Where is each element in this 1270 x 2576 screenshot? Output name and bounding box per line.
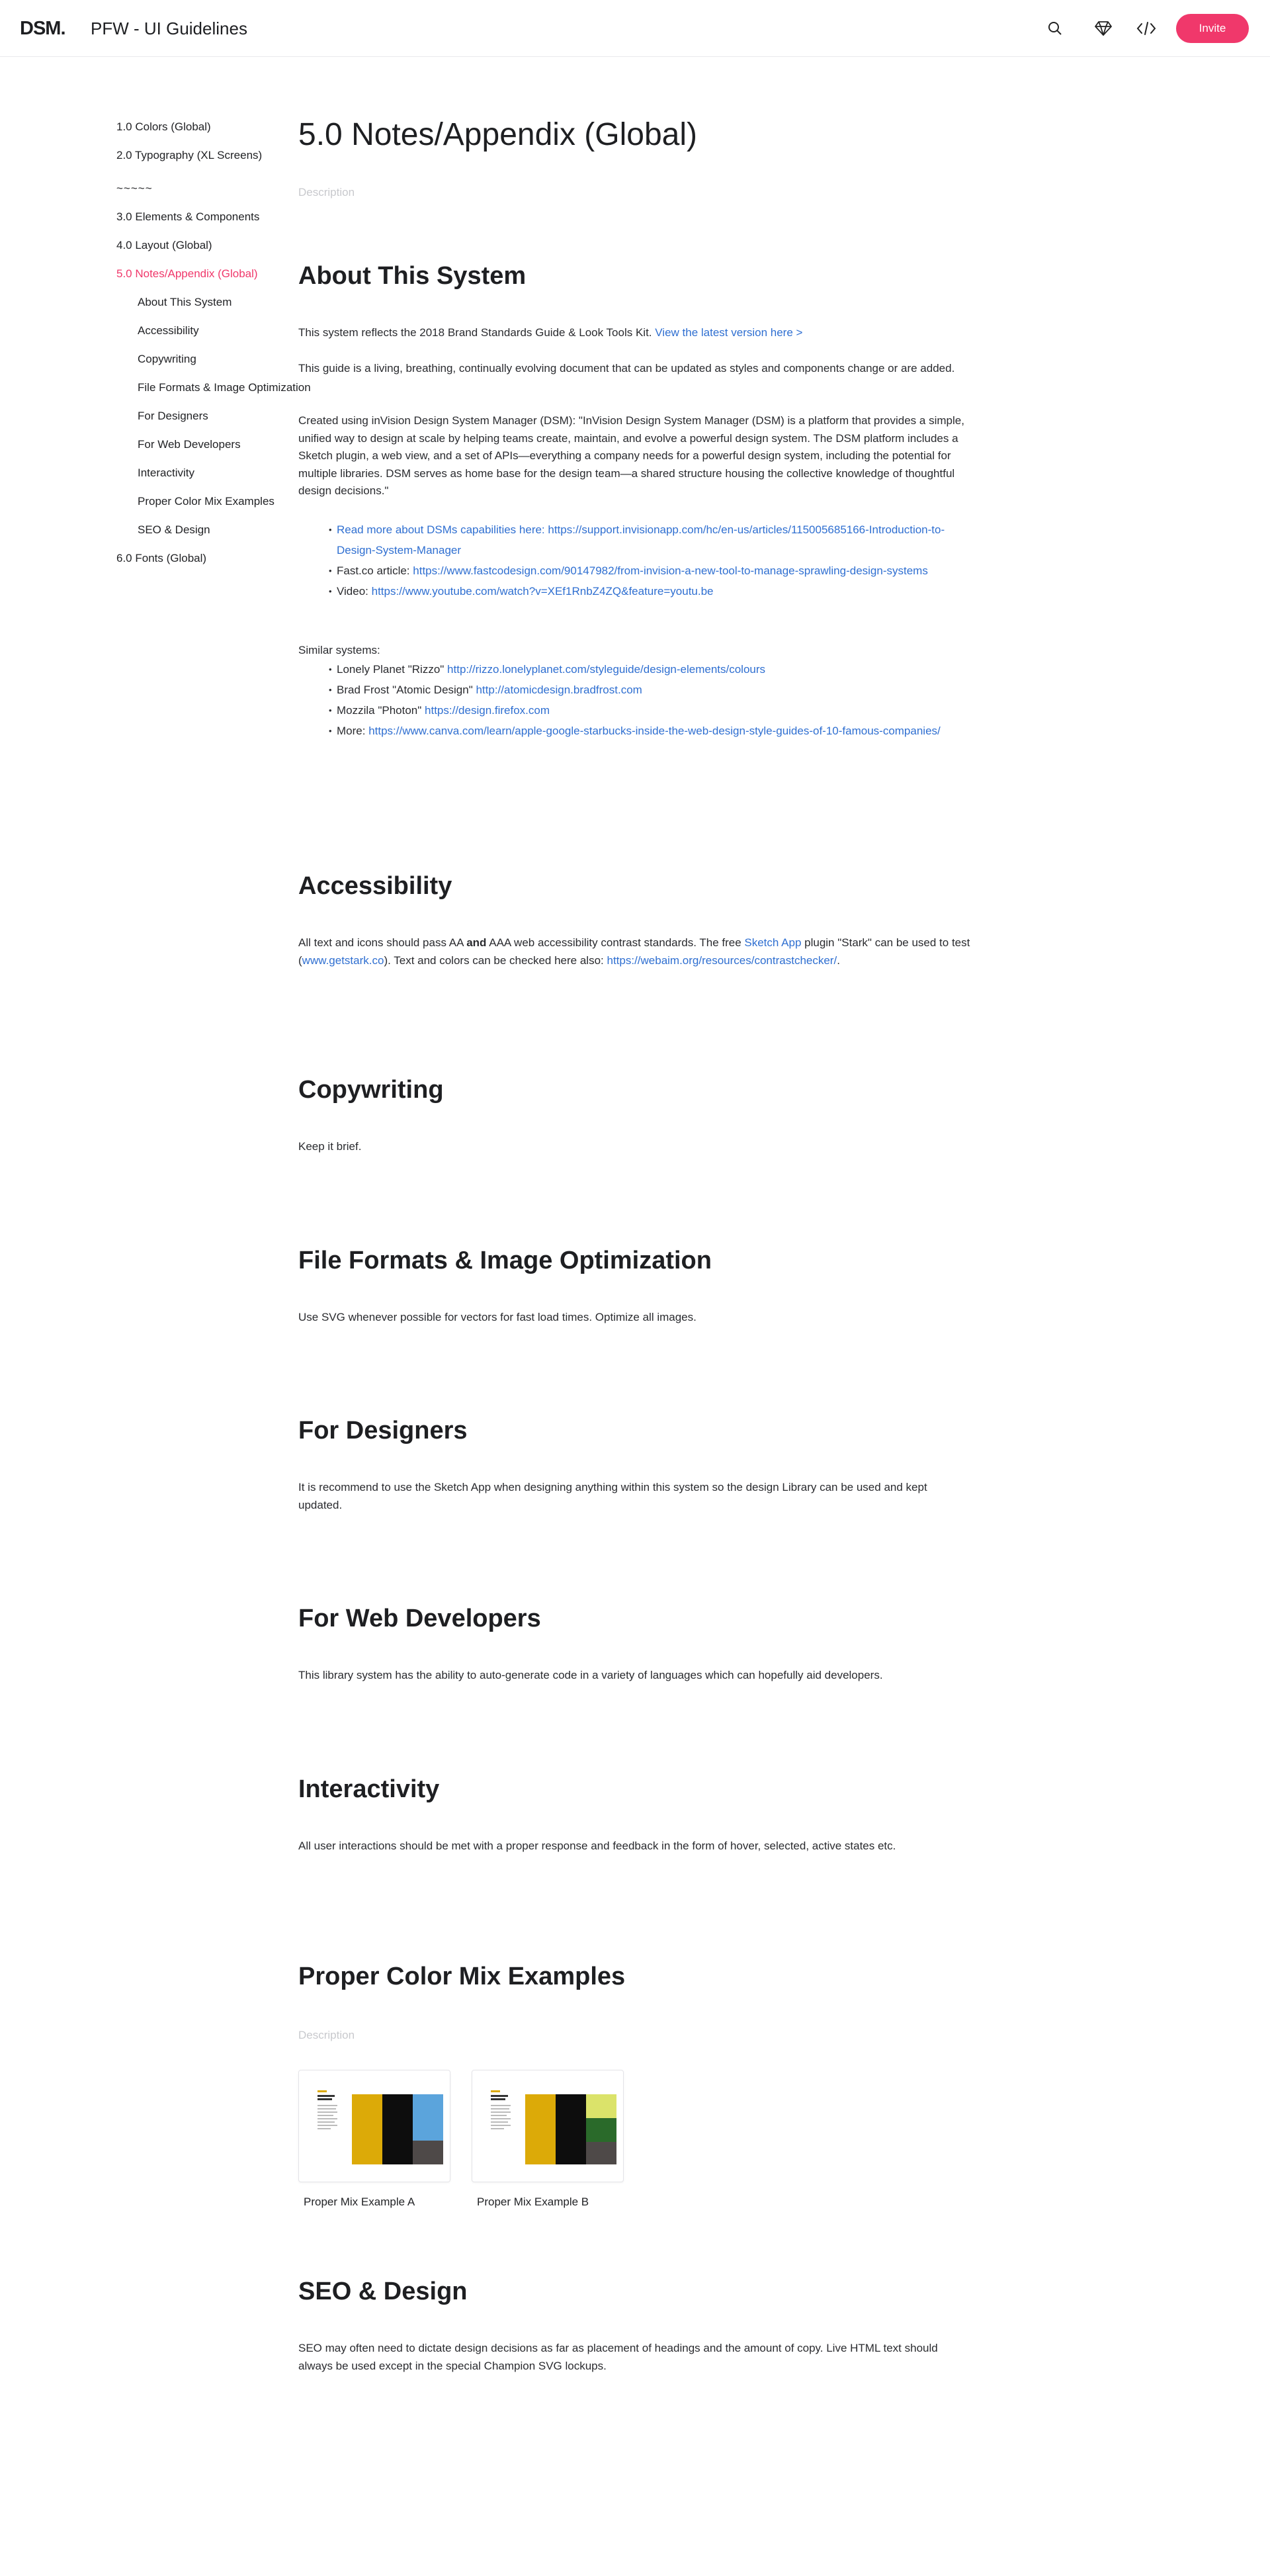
sidebar-item-notes-appendix[interactable]: 5.0 Notes/Appendix (Global) <box>116 267 258 280</box>
latest-version-link[interactable]: View the latest version here > <box>655 326 803 339</box>
color-mix-description-placeholder[interactable]: Description <box>298 2029 355 2041</box>
color-swatch <box>586 2094 616 2118</box>
color-swatch <box>586 2118 616 2142</box>
top-bar <box>0 0 1270 57</box>
list-item: • Fast.co article: https://www.fastcodesign.com/90147982/from-invision-a-new-tool-to-manage-sprawling-design-systems <box>329 560 973 581</box>
list-item <box>329 519 973 560</box>
sidebar-subitem-accessibility[interactable]: Accessibility <box>138 324 199 337</box>
section-heading-color-mix: Proper Color Mix Examples <box>298 1963 626 1990</box>
color-mix-card-b-label[interactable]: Proper Mix Example B <box>477 2196 589 2208</box>
section-heading-web-developers: For Web Developers <box>298 1605 541 1632</box>
about-paragraph-1 <box>298 324 973 342</box>
list-item: • Lonely Planet "Rizzo" http://rizzo.lonelyplanet.com/styleguide/design-elements/colours <box>329 659 973 680</box>
color-swatch <box>352 2094 382 2164</box>
color-mix-card-a-label[interactable]: Proper Mix Example A <box>304 2196 415 2208</box>
seo-paragraph: SEO may often need to dictate design decisions as far as placement of headings and the amount of copy. Live HTML text should always be used except in the special Champion SVG lockups. <box>298 2342 938 2372</box>
getstark-link[interactable]: www.getstark.co <box>302 954 384 967</box>
web-developers-paragraph: This library system has the ability to auto-generate code in a variety of languages which can hopefully aid developers. <box>298 1669 883 1681</box>
color-swatch <box>525 2094 556 2164</box>
fastco-article-link[interactable]: https://www.fastcodesign.com/90147982/from-invision-a-new-tool-to-manage-sprawling-design-systems <box>413 564 928 577</box>
contrast-checker-link[interactable]: https://webaim.org/resources/contrastchecker/ <box>607 954 837 967</box>
swatch-group-a <box>352 2094 443 2164</box>
sketch-diamond-icon[interactable] <box>1092 17 1115 40</box>
similar-systems-list <box>329 659 973 741</box>
about-p1-text: This system reflects the 2018 Brand Standards Guide & Look Tools Kit. <box>298 326 652 339</box>
about-paragraph-3: Created using inVision Design System Manager (DSM): "InVision Design System Manager (DSM) is a platform that provides a simple, unified way to design at scale by helping teams create, maintain, and evolve a powerful design system. The DSM platform includes a Sketch plugin, a web view, and a set of APIs—everything a company needs for a powerful design system, including the potential for multiple libraries. DSM serves as home base for the design team—a shared structure housing the collective knowledge of thoughtful design decisions." <box>298 414 964 497</box>
about-links-list <box>329 519 973 601</box>
color-mix-thumbnail-a <box>299 2070 450 2182</box>
list-item: • Brad Frost "Atomic Design" http://atomicdesign.bradfrost.com <box>329 680 973 700</box>
section-heading-accessibility: Accessibility <box>298 872 452 900</box>
app-title: PFW - UI Guidelines <box>91 19 247 38</box>
sidebar-separator: ~~~~~ <box>116 182 153 195</box>
copywriting-paragraph: Keep it brief. <box>298 1140 362 1153</box>
sidebar-subitem-web-developers[interactable]: For Web Developers <box>138 438 241 451</box>
interactivity-paragraph: All user interactions should be met with a proper response and feedback in the form of hover, selected, active states etc. <box>298 1840 896 1852</box>
dsm-capabilities-link[interactable]: Read more about DSMs capabilities here: https://support.invisionapp.com/hc/en-us/articles/115005685166-Introduction-to-Design-System-Manager <box>337 523 945 556</box>
file-formats-paragraph: Use SVG whenever possible for vectors for fast load times. Optimize all images. <box>298 1311 697 1323</box>
color-mix-thumbnail-b <box>472 2070 623 2182</box>
sidebar-item-colors[interactable]: 1.0 Colors (Global) <box>116 120 211 133</box>
sidebar-subitem-about[interactable]: About This System <box>138 296 232 308</box>
color-mix-card-b[interactable] <box>472 2070 624 2182</box>
color-swatch <box>586 2142 616 2164</box>
rizzo-link[interactable]: http://rizzo.lonelyplanet.com/styleguide/design-elements/colours <box>447 663 766 676</box>
atomic-design-link[interactable]: http://atomicdesign.bradfrost.com <box>476 684 642 696</box>
search-icon[interactable] <box>1044 17 1066 40</box>
dsm-logo[interactable]: DSM. <box>20 18 65 39</box>
sidebar-subitem-file-formats[interactable]: File Formats & Image Optimization <box>138 381 311 394</box>
section-heading-copywriting: Copywriting <box>298 1076 444 1104</box>
section-heading-interactivity: Interactivity <box>298 1775 440 1803</box>
sidebar-subitem-designers[interactable]: For Designers <box>138 410 208 422</box>
code-icon[interactable] <box>1135 17 1158 40</box>
sidebar-subitem-copywriting[interactable]: Copywriting <box>138 353 196 365</box>
section-heading-designers: For Designers <box>298 1417 468 1444</box>
sidebar-item-typography[interactable]: 2.0 Typography (XL Screens) <box>116 149 263 161</box>
sidebar-subitem-seo[interactable]: SEO & Design <box>138 523 210 536</box>
list-item: • Video: https://www.youtube.com/watch?v=XEf1RnbZ4ZQ&feature=youtu.be <box>329 581 973 601</box>
page-title: 5.0 Notes/Appendix (Global) <box>298 117 697 152</box>
similar-systems-label: Similar systems: <box>298 644 380 656</box>
designers-paragraph: It is recommend to use the Sketch App when designing anything within this system so the design Library can be used and kept updated. <box>298 1481 927 1511</box>
section-heading-about: About This System <box>298 262 527 290</box>
page-description-placeholder[interactable]: Description <box>298 186 355 199</box>
sketch-app-link[interactable]: Sketch App <box>744 936 802 949</box>
color-swatch <box>556 2094 586 2164</box>
accessibility-paragraph: All text and icons should pass AA and AAA web accessibility contrast standards. The free Sketch App plugin "Stark" can be used to test (www.getstark.co). Text and colors can be checked here also: https://webaim.org/resources/contrastchecker/. <box>298 936 970 967</box>
section-heading-file-formats: File Formats & Image Optimization <box>298 1247 712 1274</box>
canva-link[interactable]: https://www.canva.com/learn/apple-google-starbucks-inside-the-web-design-style-guides-of-10-famous-companies/ <box>368 725 941 737</box>
list-item: • Mozzila "Photon" https://design.firefox.com <box>329 700 973 721</box>
sidebar-item-elements[interactable]: 3.0 Elements & Components <box>116 210 260 223</box>
swatch-group-b <box>525 2094 616 2164</box>
photon-link[interactable]: https://design.firefox.com <box>425 704 550 717</box>
color-swatch <box>382 2094 413 2164</box>
color-swatch <box>413 2141 443 2164</box>
sidebar-nav <box>116 118 311 578</box>
section-heading-seo: SEO & Design <box>298 2278 468 2305</box>
invite-button[interactable]: Invite <box>1176 14 1249 43</box>
list-item: • More: https://www.canva.com/learn/apple-google-starbucks-inside-the-web-design-style-guides-of-10-famous-companies/ <box>329 721 973 741</box>
sidebar-subitem-color-mix[interactable]: Proper Color Mix Examples <box>138 495 275 508</box>
video-link[interactable]: https://www.youtube.com/watch?v=XEf1RnbZ4ZQ&feature=youtu.be <box>371 585 714 598</box>
sidebar-subitem-interactivity[interactable]: Interactivity <box>138 466 194 479</box>
about-paragraph-2: This guide is a living, breathing, continually evolving document that can be updated as styles and components change or are added. <box>298 362 955 375</box>
sidebar-item-layout[interactable]: 4.0 Layout (Global) <box>116 239 212 251</box>
color-swatch <box>413 2094 443 2141</box>
color-mix-card-a[interactable] <box>298 2070 450 2182</box>
sidebar-item-fonts[interactable]: 6.0 Fonts (Global) <box>116 552 207 564</box>
